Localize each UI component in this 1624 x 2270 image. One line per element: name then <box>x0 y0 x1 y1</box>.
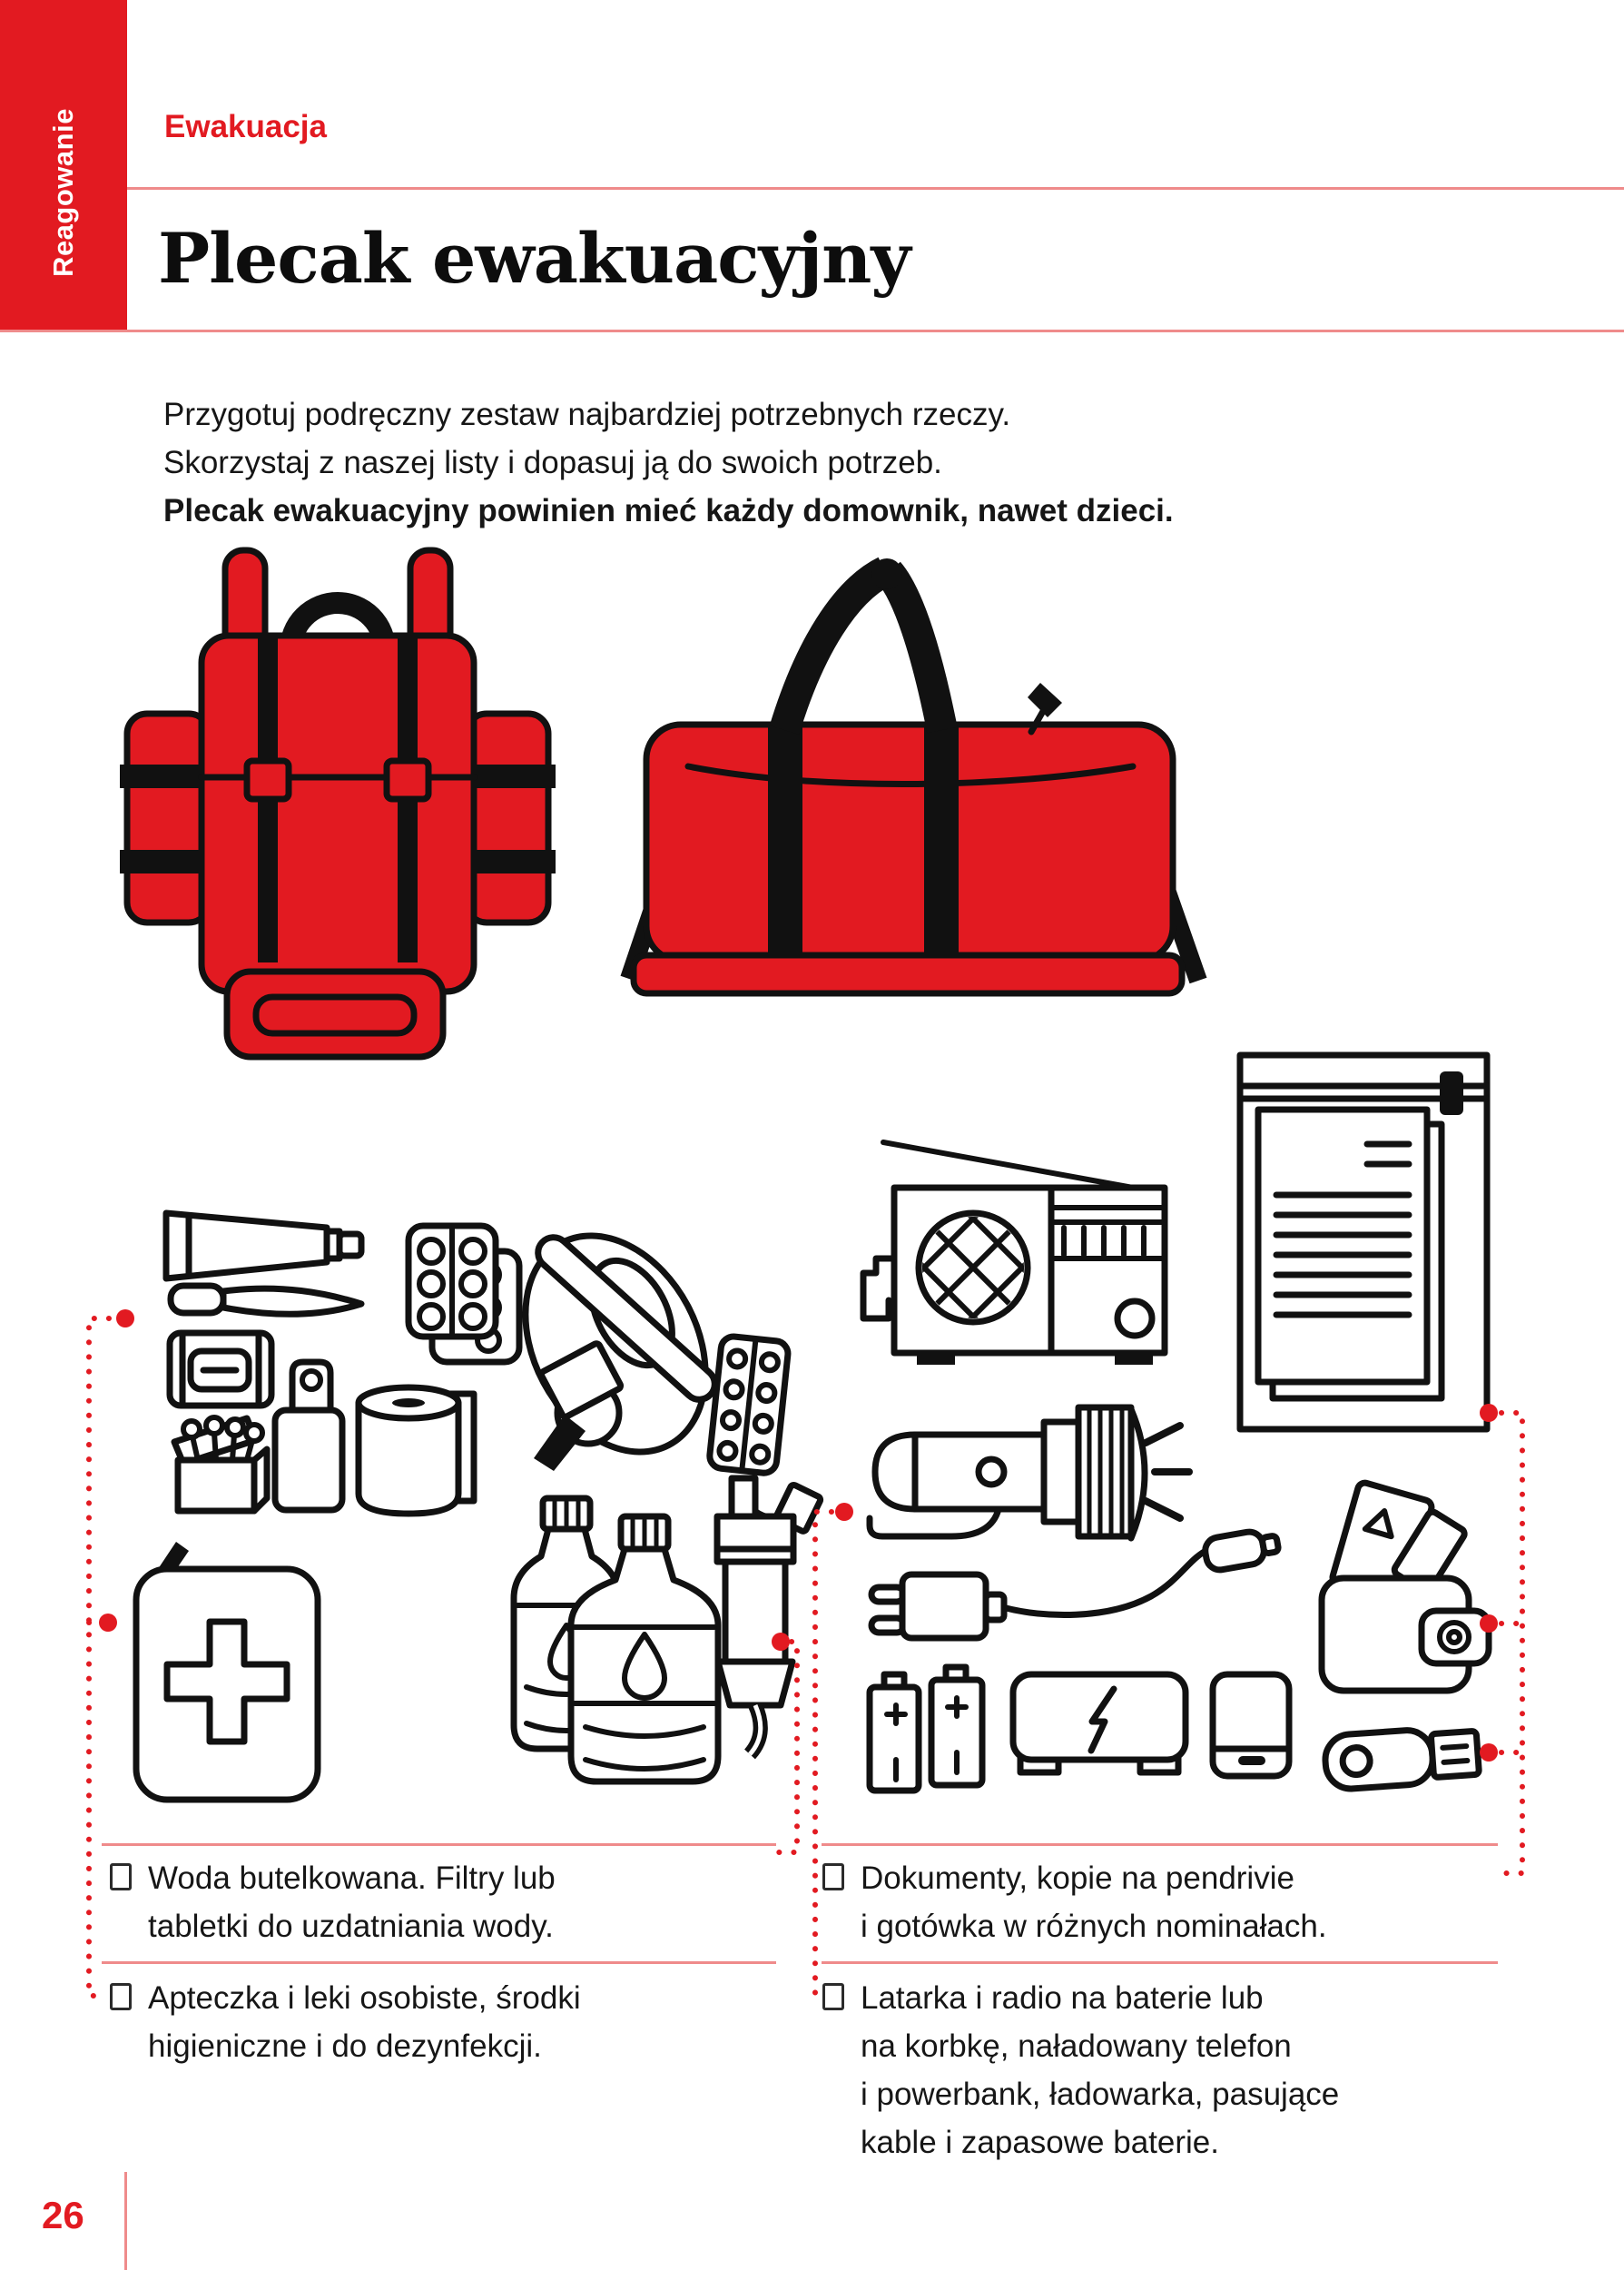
connector-documents <box>1494 1413 1522 1873</box>
sanitizer-bottle-icon <box>275 1362 342 1510</box>
red-backpack-icon <box>120 550 556 1057</box>
breadcrumb-eyebrow: Ewakuacja <box>164 109 327 144</box>
checklist-line: Woda butelkowana. Filtry lub <box>148 1860 556 1896</box>
checklist-rule <box>102 1843 776 1846</box>
powerbank-icon <box>1013 1674 1186 1772</box>
wet-wipes-icon <box>170 1333 271 1406</box>
section-tab-label: Reagowanie <box>47 108 79 277</box>
checklist-line: Dokumenty, kopie na pendrivie <box>861 1860 1294 1896</box>
page-number: 26 <box>42 2194 84 2236</box>
checklist-rule <box>822 1843 1498 1846</box>
connector-dot <box>772 1633 790 1651</box>
checkbox-firstaid[interactable] <box>110 1983 132 2010</box>
elastic-bandage-icon <box>489 1204 741 1483</box>
checklist-line: Apteczka i leki osobiste, środki <box>148 1980 581 2016</box>
connector-dot <box>99 1614 117 1632</box>
batteries-icon <box>870 1667 982 1791</box>
checklist-line: kable i zapasowe baterie. <box>861 2125 1219 2160</box>
checklist-rule <box>822 1961 1498 1964</box>
water-filter-icon <box>717 1478 822 1754</box>
toothbrush-icon <box>171 1286 361 1314</box>
charger-cable-icon <box>871 1527 1280 1638</box>
checkbox-water[interactable] <box>110 1863 132 1890</box>
checkbox-documents[interactable] <box>822 1863 844 1890</box>
first-aid-kit-icon <box>136 1542 318 1800</box>
checklist-line: tabletki do uzdatniania wody. <box>148 1909 554 1944</box>
connector-dot <box>1480 1614 1498 1633</box>
smartphone-icon <box>1213 1674 1289 1776</box>
connector-dot <box>116 1309 134 1327</box>
checklist-line: Latarka i radio na baterie lub <box>861 1980 1264 2016</box>
crank-radio-icon <box>863 1142 1165 1365</box>
page-title: Plecak ewakuacyjny <box>158 218 910 299</box>
usb-drive-icon <box>1324 1725 1480 1791</box>
flashlight-icon <box>870 1407 1189 1538</box>
checklist-item-firstaid <box>148 1974 581 2070</box>
toilet-paper-icon <box>359 1387 474 1514</box>
pill-blister-icon <box>408 1226 519 1362</box>
water-bottle-icon <box>514 1498 718 1781</box>
checklist-line: na korbkę, naładowany telefon <box>861 2028 1292 2064</box>
checklist-line: higieniczne i do dezynfekcji. <box>148 2028 542 2064</box>
document-pouch-icon <box>1240 1055 1487 1429</box>
intro-line-2: Skorzystaj z naszej listy i dopasuj ją do swoich potrzeb. <box>163 445 942 480</box>
checklist-line: i gotówka w różnych nominałach. <box>861 1909 1327 1944</box>
connector-hygiene <box>89 1318 109 1996</box>
intro-line-3: Plecak ewakuacyjny powinien mieć każdy domownik, nawet dzieci. <box>163 493 1174 528</box>
checklist-item-water <box>148 1854 556 1950</box>
toothpaste-icon <box>166 1213 361 1278</box>
intro-line-1: Przygotuj podręczny zestaw najbardziej potrzebnych rzeczy. <box>163 397 1011 432</box>
wallet-icon <box>1322 1481 1489 1691</box>
checklist-line: i powerbank, ładowarka, pasujące <box>861 2077 1340 2112</box>
checklist-item-documents <box>861 1854 1327 1950</box>
connector-dot <box>1480 1743 1498 1762</box>
matches-icon <box>174 1417 267 1511</box>
connector-flashlight <box>815 1512 832 1994</box>
red-duffel-bag-icon <box>629 558 1198 993</box>
pill-blister-small-icon <box>708 1336 789 1475</box>
checklist-item-flashlight <box>861 1974 1339 2166</box>
connector-dot <box>835 1503 853 1521</box>
checkbox-flashlight[interactable] <box>822 1983 844 2010</box>
connector-dot <box>1480 1404 1498 1422</box>
checklist-rule <box>102 1961 776 1964</box>
footer-rule <box>124 2172 127 2270</box>
